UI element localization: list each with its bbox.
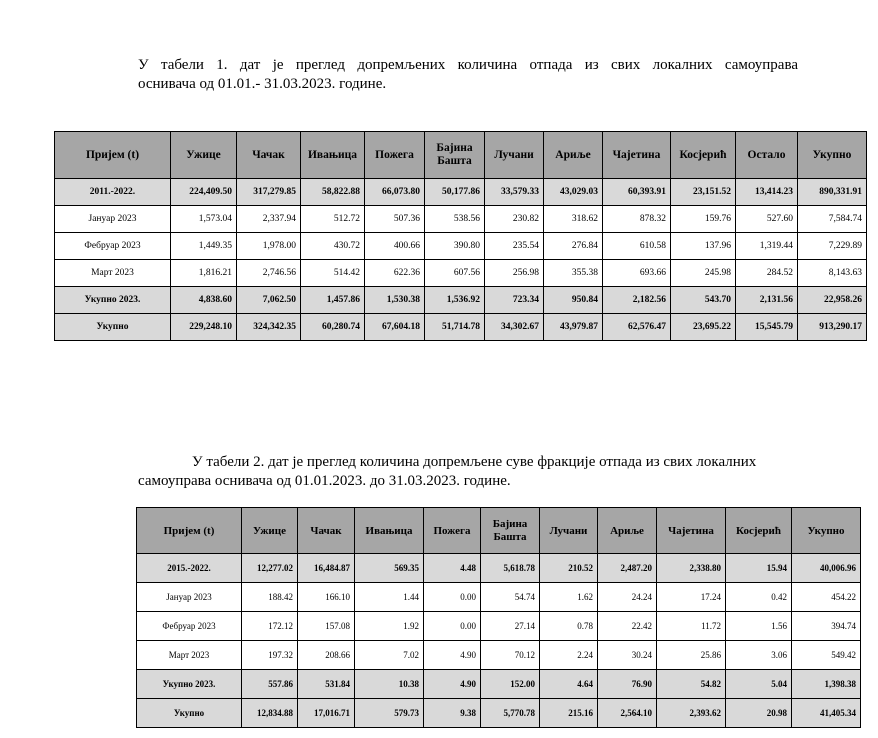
table-cell: 549.42 (792, 641, 861, 670)
table-cell: 210.52 (540, 554, 598, 583)
table-cell: 2,746.56 (237, 260, 301, 287)
table-cell: 66,073.80 (365, 179, 425, 206)
table-cell: 514.42 (301, 260, 365, 287)
table-row (55, 260, 867, 287)
table-cell: 51,714.78 (425, 314, 485, 341)
table-cell: 7,229.89 (798, 233, 867, 260)
table-cell: 355.38 (544, 260, 603, 287)
row-label: 2011.-2022. (55, 179, 171, 206)
table-cell: 40,006.96 (792, 554, 861, 583)
table-cell: 557.86 (242, 670, 298, 699)
table-cell: 54.74 (481, 583, 540, 612)
table-cell: 1,457.86 (301, 287, 365, 314)
table-cell: 41,405.34 (792, 699, 861, 728)
table-cell: 950.84 (544, 287, 603, 314)
table-cell: 2,393.62 (657, 699, 726, 728)
table-cell: 527.60 (736, 206, 798, 233)
table-cell: 7,584.74 (798, 206, 867, 233)
table-cell: 0.00 (424, 583, 481, 612)
row-label: Укупно (137, 699, 242, 728)
table-cell: 723.34 (485, 287, 544, 314)
table-cell: 1,398.38 (792, 670, 861, 699)
table-cell: 12,834.88 (242, 699, 298, 728)
table2-col-header (481, 508, 540, 554)
table-cell: 4.90 (424, 670, 481, 699)
table-cell: 24.24 (598, 583, 657, 612)
table-row (137, 612, 861, 641)
table-cell: 15.94 (726, 554, 792, 583)
table2-header-row (137, 508, 861, 554)
table2-col-header: Чачак (298, 508, 355, 554)
table-cell: 284.52 (736, 260, 798, 287)
table-row (55, 179, 867, 206)
table-cell: 693.66 (603, 260, 671, 287)
table-cell: 3.06 (726, 641, 792, 670)
table1-col-header (425, 132, 485, 179)
table2-intro-line1: У табели 2. дат је преглед количина допремљене суве фракције отпада из свих локалних (192, 454, 757, 470)
table-cell: 215.16 (540, 699, 598, 728)
row-label: Укупно (55, 314, 171, 341)
table-cell: 607.56 (425, 260, 485, 287)
table-cell: 43,029.03 (544, 179, 603, 206)
table-cell: 512.72 (301, 206, 365, 233)
table1-col-header: Остало (736, 132, 798, 179)
table-cell: 245.98 (671, 260, 736, 287)
table-cell: 188.42 (242, 583, 298, 612)
table2-body (137, 554, 861, 728)
table-cell: 70.12 (481, 641, 540, 670)
row-label: Фебруар 2023 (137, 612, 242, 641)
table-cell: 2,487.20 (598, 554, 657, 583)
table-cell: 17.24 (657, 583, 726, 612)
table-cell: 152.00 (481, 670, 540, 699)
table-cell: 11.72 (657, 612, 726, 641)
table-cell: 10.38 (355, 670, 424, 699)
table-cell: 23,151.52 (671, 179, 736, 206)
table-cell: 256.98 (485, 260, 544, 287)
table-cell: 229,248.10 (171, 314, 237, 341)
table-cell: 60,280.74 (301, 314, 365, 341)
table2-col-header-text: Бајина Башта (492, 517, 528, 543)
table-cell: 1.56 (726, 612, 792, 641)
row-label: Март 2023 (137, 641, 242, 670)
table-cell: 137.96 (671, 233, 736, 260)
table2-col-header: Укупно (792, 508, 861, 554)
table-row (137, 641, 861, 670)
table1 (54, 131, 867, 341)
table-cell: 1,536.92 (425, 287, 485, 314)
table-cell: 2,338.80 (657, 554, 726, 583)
table1-col-header: Чачак (237, 132, 301, 179)
table-cell: 324,342.35 (237, 314, 301, 341)
table-row (55, 287, 867, 314)
table-cell: 1.92 (355, 612, 424, 641)
table-cell: 4.90 (424, 641, 481, 670)
table-cell: 166.10 (298, 583, 355, 612)
table-cell: 15,545.79 (736, 314, 798, 341)
table-cell: 4.64 (540, 670, 598, 699)
table-cell: 5,618.78 (481, 554, 540, 583)
table-cell: 13,414.23 (736, 179, 798, 206)
table-cell: 1,449.35 (171, 233, 237, 260)
table-cell: 579.73 (355, 699, 424, 728)
table-cell: 890,331.91 (798, 179, 867, 206)
table1-header-row (55, 132, 867, 179)
table-cell: 30.24 (598, 641, 657, 670)
table-cell: 2,564.10 (598, 699, 657, 728)
table2-intro (138, 453, 778, 491)
table-cell: 62,576.47 (603, 314, 671, 341)
table-cell: 54.82 (657, 670, 726, 699)
table-cell: 878.32 (603, 206, 671, 233)
table1-col-header: Укупно (798, 132, 867, 179)
table2 (136, 507, 861, 728)
table-cell: 33,579.33 (485, 179, 544, 206)
table-cell: 0.78 (540, 612, 598, 641)
table-row (137, 554, 861, 583)
table-cell: 1,573.04 (171, 206, 237, 233)
table1-col-header: Пожега (365, 132, 425, 179)
table-cell: 230.82 (485, 206, 544, 233)
table2-intro-line2: самоуправа оснивача од 01.01.2023. до 31.03.2023. године. (138, 473, 511, 489)
table-cell: 318.62 (544, 206, 603, 233)
row-label: Укупно 2023. (137, 670, 242, 699)
table-cell: 235.54 (485, 233, 544, 260)
table-cell: 27.14 (481, 612, 540, 641)
table1-intro (138, 56, 798, 94)
table-cell: 400.66 (365, 233, 425, 260)
row-label: Јануар 2023 (137, 583, 242, 612)
table-cell: 1,978.00 (237, 233, 301, 260)
table-cell: 76.90 (598, 670, 657, 699)
table-cell: 224,409.50 (171, 179, 237, 206)
table-cell: 5.04 (726, 670, 792, 699)
table-cell: 9.38 (424, 699, 481, 728)
table-cell: 4,838.60 (171, 287, 237, 314)
table-cell: 172.12 (242, 612, 298, 641)
table-cell: 1.44 (355, 583, 424, 612)
table-cell: 4.48 (424, 554, 481, 583)
table-cell: 2,182.56 (603, 287, 671, 314)
table2-col-header: Чајетина (657, 508, 726, 554)
table-cell: 569.35 (355, 554, 424, 583)
table-cell: 0.42 (726, 583, 792, 612)
table2-col-header: Лучани (540, 508, 598, 554)
table-cell: 16,484.87 (298, 554, 355, 583)
table-cell: 12,277.02 (242, 554, 298, 583)
table-cell: 208.66 (298, 641, 355, 670)
table-row (55, 314, 867, 341)
table-row (137, 699, 861, 728)
table-row (55, 206, 867, 233)
table1-col-header: Пријем (t) (55, 132, 171, 179)
table1-col-header: Чајетина (603, 132, 671, 179)
table-cell: 34,302.67 (485, 314, 544, 341)
table-cell: 22,958.26 (798, 287, 867, 314)
table1-intro-line1: У табели 1. дат је преглед допремљених количина отпада из свих локалних самоуправа (138, 57, 798, 73)
table-cell: 454.22 (792, 583, 861, 612)
row-label: Март 2023 (55, 260, 171, 287)
table2-col-header: Пријем (t) (137, 508, 242, 554)
table-cell: 610.58 (603, 233, 671, 260)
table-cell: 1.62 (540, 583, 598, 612)
table-cell: 1,319.44 (736, 233, 798, 260)
table1-col-header: Лучани (485, 132, 544, 179)
table-cell: 197.32 (242, 641, 298, 670)
table-cell: 0.00 (424, 612, 481, 641)
table-cell: 5,770.78 (481, 699, 540, 728)
table-cell: 58,822.88 (301, 179, 365, 206)
table1-intro-line2: оснивача од 01.01.- 31.03.2023. године. (138, 76, 387, 92)
table1-col-header: Ариље (544, 132, 603, 179)
table-cell: 543.70 (671, 287, 736, 314)
table-cell: 67,604.18 (365, 314, 425, 341)
table-cell: 43,979.87 (544, 314, 603, 341)
table-cell: 60,393.91 (603, 179, 671, 206)
row-label: Укупно 2023. (55, 287, 171, 314)
table2-col-header: Ариље (598, 508, 657, 554)
table-cell: 8,143.63 (798, 260, 867, 287)
table2-col-header: Ужице (242, 508, 298, 554)
table2-col-header: Ивањица (355, 508, 424, 554)
table-cell: 622.36 (365, 260, 425, 287)
table-cell: 507.36 (365, 206, 425, 233)
table-cell: 25.86 (657, 641, 726, 670)
table-row (137, 670, 861, 699)
table-row (137, 583, 861, 612)
row-label: 2015.-2022. (137, 554, 242, 583)
table-cell: 159.76 (671, 206, 736, 233)
table-cell: 17,016.71 (298, 699, 355, 728)
table-cell: 394.74 (792, 612, 861, 641)
table-cell: 2.24 (540, 641, 598, 670)
table-cell: 430.72 (301, 233, 365, 260)
row-label: Јануар 2023 (55, 206, 171, 233)
table-cell: 22.42 (598, 612, 657, 641)
table-cell: 157.08 (298, 612, 355, 641)
table-cell: 2,337.94 (237, 206, 301, 233)
table1-col-header: Ужице (171, 132, 237, 179)
table-row (55, 233, 867, 260)
table-cell: 390.80 (425, 233, 485, 260)
table-cell: 531.84 (298, 670, 355, 699)
table-cell: 276.84 (544, 233, 603, 260)
table-cell: 7,062.50 (237, 287, 301, 314)
table2-col-header: Пожега (424, 508, 481, 554)
table-cell: 913,290.17 (798, 314, 867, 341)
table2-col-header: Косјерић (726, 508, 792, 554)
table1-body (55, 179, 867, 341)
table1-col-header: Косјерић (671, 132, 736, 179)
table-cell: 538.56 (425, 206, 485, 233)
row-label: Фебруар 2023 (55, 233, 171, 260)
table-cell: 7.02 (355, 641, 424, 670)
table-cell: 2,131.56 (736, 287, 798, 314)
table-cell: 23,695.22 (671, 314, 736, 341)
table-cell: 1,816.21 (171, 260, 237, 287)
table-cell: 20.98 (726, 699, 792, 728)
table1-col-header-text: Бајина Башта (436, 142, 473, 167)
table-cell: 317,279.85 (237, 179, 301, 206)
table-cell: 50,177.86 (425, 179, 485, 206)
table-cell: 1,530.38 (365, 287, 425, 314)
table1-col-header: Ивањица (301, 132, 365, 179)
